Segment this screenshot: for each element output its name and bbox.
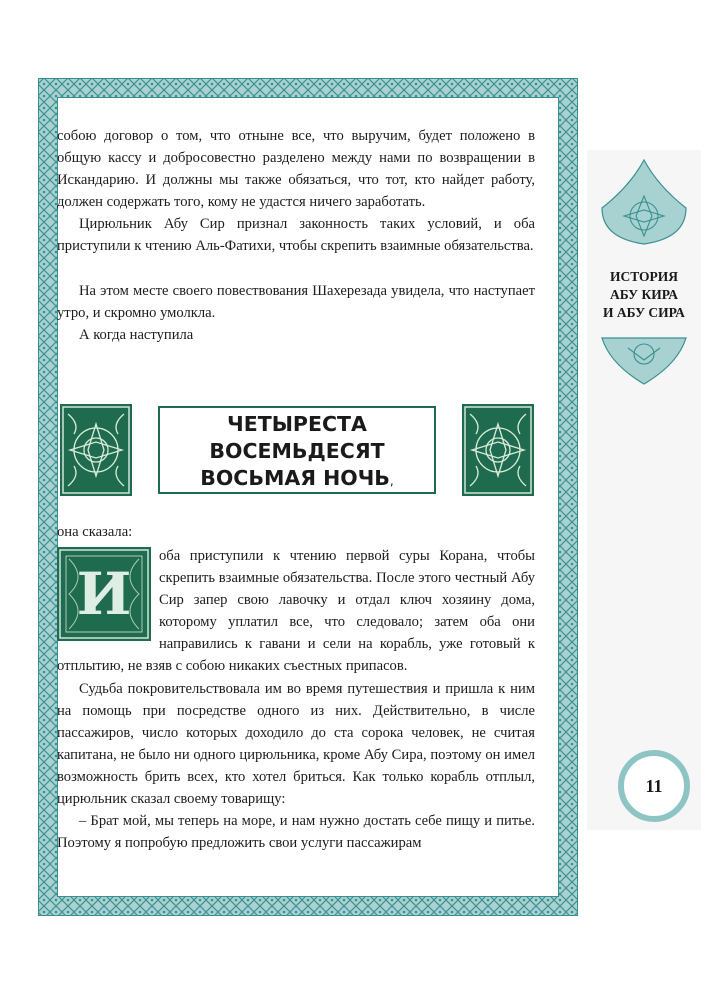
drop-cap-letter: И [76, 560, 132, 628]
chapter-title [158, 406, 436, 494]
said-line: она сказала: [57, 524, 133, 540]
chapter-heading [60, 404, 534, 496]
paragraph: На этом месте своего повествования Шахерезада увидела, что наступает утро, и скромно умолкла. [57, 282, 535, 321]
side-title-line: И АБУ СИРА [603, 305, 685, 320]
page-number: 11 [618, 750, 690, 822]
chapter-title-punct: , [389, 474, 394, 488]
paragraph: А когда наступила [79, 326, 194, 343]
chapter-title-line3: ВОСЬМАЯ НОЧЬ [200, 466, 390, 490]
paragraph: Цирюльник Абу Сир признал законность таких условий, и оба приступили к чтению Аль-Фатихи, чтобы скрепить взаимные обязательства. [57, 216, 535, 255]
chapter-title-line: ЧЕТЫРЕСТА [227, 412, 367, 436]
paragraph: – Брат мой, мы теперь на море, и нам нужно достать себе пищу и питье. Поэтому я попробую предложить свои услуги пассажирам [57, 813, 535, 852]
text-block-top [57, 125, 535, 346]
side-column [587, 150, 701, 830]
medallion-bottom-icon [598, 334, 690, 388]
ornament-left-icon [60, 404, 132, 496]
paragraph: собою договор о том, что отныне все, что выручим, будет положено в общую кассу и добросовестно разделено между нами по возвращении в Искандарию. И должны мы также обязаться, что тот, кто найдет работу, должен содержать того, кому не удастся ничего заработать. [57, 128, 535, 211]
ornament-right-icon [462, 404, 534, 496]
side-title-line: АБУ КИРА [609, 287, 679, 302]
side-title-line: ИСТОРИЯ [609, 269, 679, 284]
paragraph: оба приступили к чтению первой суры Корана, чтобы скрепить взаимные обязательства. После этого честный Абу Сир запер свою лавочку и отдал ключ хозяину дома, которому уплатил все, что следовало; затем оба они направились к гавани и сели на корабль, уже готовый к отплытию, не взяв с собою никаких съестных припасов. [57, 548, 535, 675]
text-block-bottom [57, 545, 535, 854]
side-title [587, 268, 701, 322]
medallion-top-icon [598, 156, 690, 248]
said-line-block [57, 521, 535, 543]
chapter-title-line: ВОСЕМЬДЕСЯТ [209, 439, 385, 463]
paragraph: Судьба покровительствовала им во время путешествия и пришла к ним на помощь при посредстве одного из них. Действительно, в числе пассажиров, число которых доходило до ста сорока человек, не считая капитана, не было ни одного цирюльника, кроме Абу Сира, поэтому он имел возможность брить всех, кто хотел бриться. Как только корабль отплыл, цирюльник сказал своему товарищу: [57, 680, 535, 808]
chapter-title-line [160, 465, 434, 495]
